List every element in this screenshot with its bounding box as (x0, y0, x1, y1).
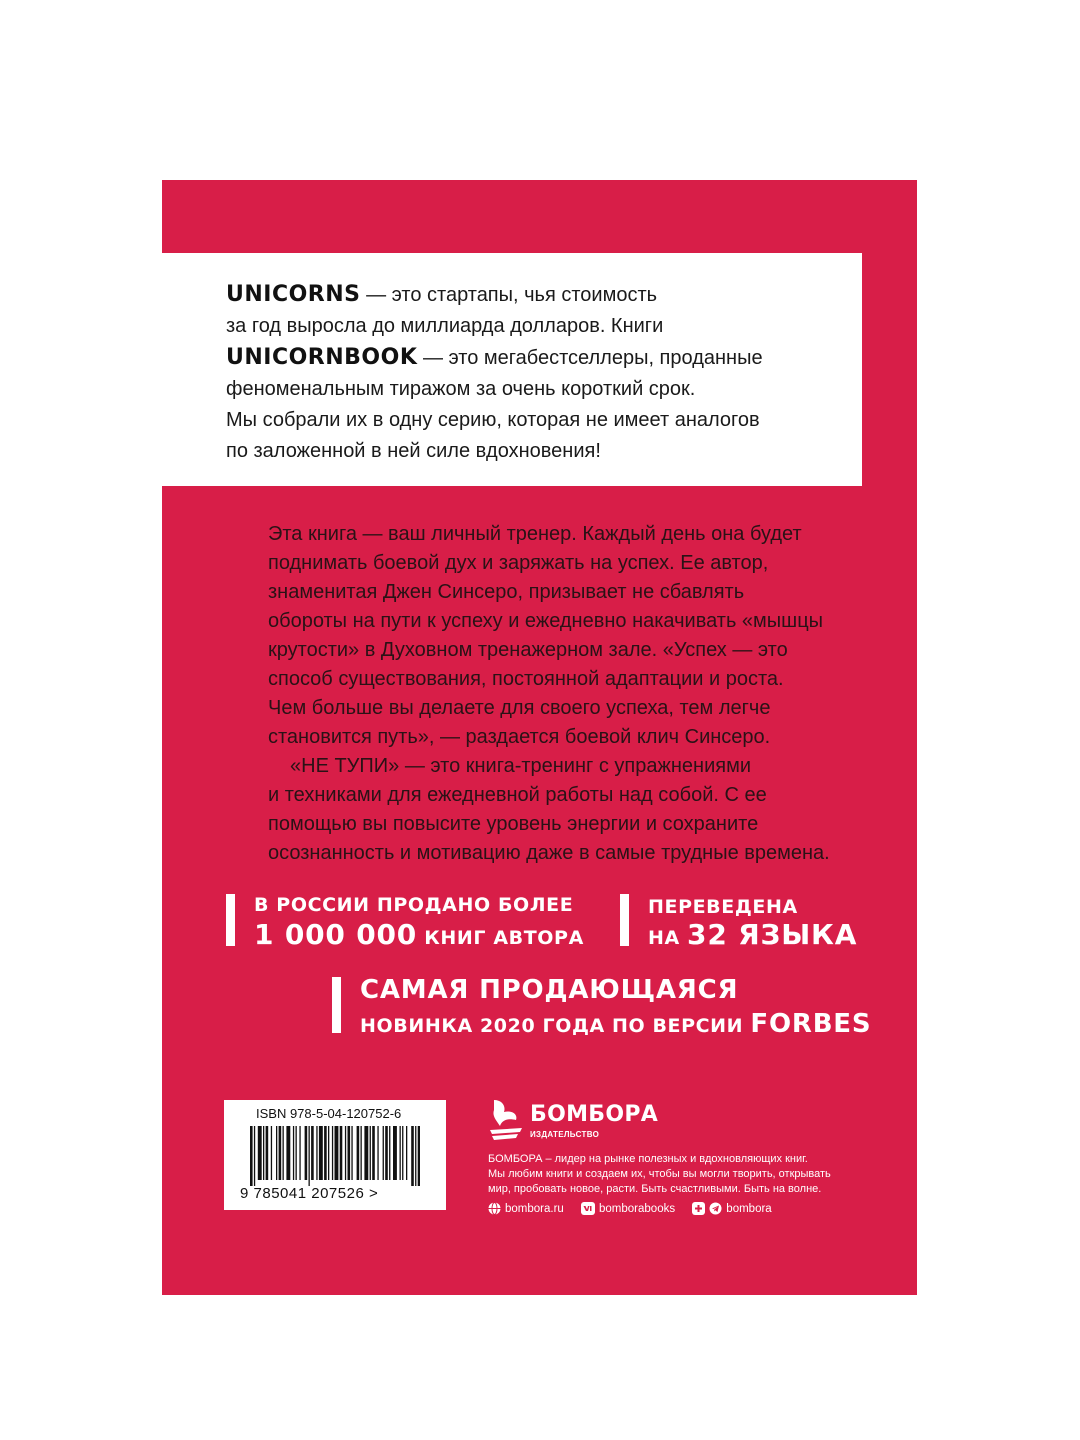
bestseller-text: НОВИНКА 2020 ГОДА ПО ВЕРСИИ (360, 1015, 751, 1037)
barcode-icon (250, 1126, 420, 1186)
publisher-description (488, 1152, 888, 1197)
bestseller-stat (332, 975, 872, 1041)
publisher-subtitle: ИЗДАТЕЛЬСТВО (530, 1130, 600, 1139)
intro-line (226, 436, 846, 467)
description-line: способ существования, постоянной адаптации и роста. (268, 668, 784, 690)
publisher-description-line: БОМБОРА – лидер на рынке полезных и вдохновляющих книг. (488, 1153, 808, 1165)
description-line: обороты на пути к успеху и ежедневно накачивать «мышцы (268, 610, 824, 632)
sales-stat-line2 (254, 918, 584, 951)
translation-prefix: НА (648, 927, 688, 949)
social-label: bombora.ru (505, 1202, 564, 1215)
social-label: bomborabooks (599, 1202, 676, 1215)
vk-icon (581, 1202, 595, 1215)
stat-bar (226, 894, 235, 946)
intro-bold-term: UNICORNBOOK (226, 345, 418, 370)
stat-bar (620, 894, 629, 946)
translation-stat (620, 892, 860, 952)
intro-line (226, 374, 846, 405)
stat-bar (332, 977, 341, 1033)
intro-line-text: по заложенной в ней силе вдохновения! (226, 440, 601, 462)
social-link-telegram[interactable] (692, 1202, 771, 1215)
bombora-logo-icon (488, 1098, 526, 1142)
intro-line-text: — это стартапы, чья стоимость (360, 284, 658, 306)
sales-stat (226, 892, 584, 952)
intro-bold-term: UNICORNS (226, 282, 361, 307)
description-line: помощью вы повысите уровень энергии и сохраните (268, 813, 759, 835)
description-line: поднимать боевой дух и заряжать на успех. Ее автор, (268, 552, 769, 574)
publisher-description-line: мир, пробовать новое, расти. Быть счастливыми. Быть на волне. (488, 1183, 822, 1195)
social-label: bombora (726, 1202, 772, 1215)
plus-icon (692, 1202, 705, 1215)
intro-line-text: феноменальным тиражом за очень короткий срок. (226, 378, 696, 400)
forbes-brand: FORBES (750, 1009, 872, 1039)
isbn-number: ISBN 978-5-04-120752-6 (256, 1106, 402, 1121)
intro-line (226, 279, 846, 311)
description-line: и техниками для ежедневной работы над собой. С ее (268, 784, 767, 806)
intro-line (226, 311, 846, 342)
sales-number: 1 000 000 (254, 918, 418, 951)
intro-line-text: — это мегабестселлеры, проданные (417, 347, 763, 369)
description-line: Чем больше вы делаете для своего успеха, тем легче (268, 697, 771, 719)
book-description (268, 520, 888, 868)
sales-suffix: КНИГ АВТОРА (417, 927, 584, 949)
publisher-socials (488, 1202, 888, 1218)
intro-line-text: за год выросла до миллиарда долларов. Книги (226, 315, 664, 337)
publisher-name: БОМБОРА (530, 1102, 659, 1127)
social-link-vk[interactable] (581, 1202, 675, 1215)
description-line: крутости» в Духовном тренажерном зале. «Успех — это (268, 639, 788, 661)
translation-stat-line1: ПЕРЕВЕДЕНА (648, 896, 798, 918)
intro-line (226, 342, 846, 374)
bestseller-line2 (360, 1009, 871, 1039)
description-line: становится путь», — раздается боевой клич Синсеро. (268, 726, 771, 748)
publisher-description-line: Мы любим книги и создаем их, чтобы вы могли творить, открывать (488, 1168, 831, 1180)
description-line: Эта книга — ваш личный тренер. Каждый день она будет (268, 523, 802, 545)
book-back-cover (162, 180, 917, 1295)
intro-line (226, 405, 846, 436)
translation-number: 32 ЯЗЫКА (687, 918, 858, 951)
barcode-digits: 9 785041 207526 > (240, 1185, 379, 1202)
series-intro-box (162, 253, 862, 486)
bestseller-line1: САМАЯ ПРОДАЮЩАЯСЯ (360, 975, 739, 1005)
translation-stat-line2 (648, 918, 857, 951)
isbn-barcode (224, 1100, 446, 1210)
telegram-icon (709, 1202, 722, 1215)
social-link-website[interactable] (488, 1202, 564, 1215)
globe-icon (488, 1202, 501, 1215)
description-line: осознанность и мотивацию даже в самые трудные времена. (268, 842, 830, 864)
intro-line-text: Мы собрали их в одну серию, которая не имеет аналогов (226, 409, 760, 431)
sales-stat-line1: В РОССИИ ПРОДАНО БОЛЕЕ (254, 894, 574, 916)
description-line: «НЕ ТУПИ» — это книга-тренинг с упражнениями (290, 755, 752, 777)
description-line: знаменитая Джен Синсеро, призывает не сбавлять (268, 581, 745, 603)
series-intro-text (226, 279, 846, 467)
